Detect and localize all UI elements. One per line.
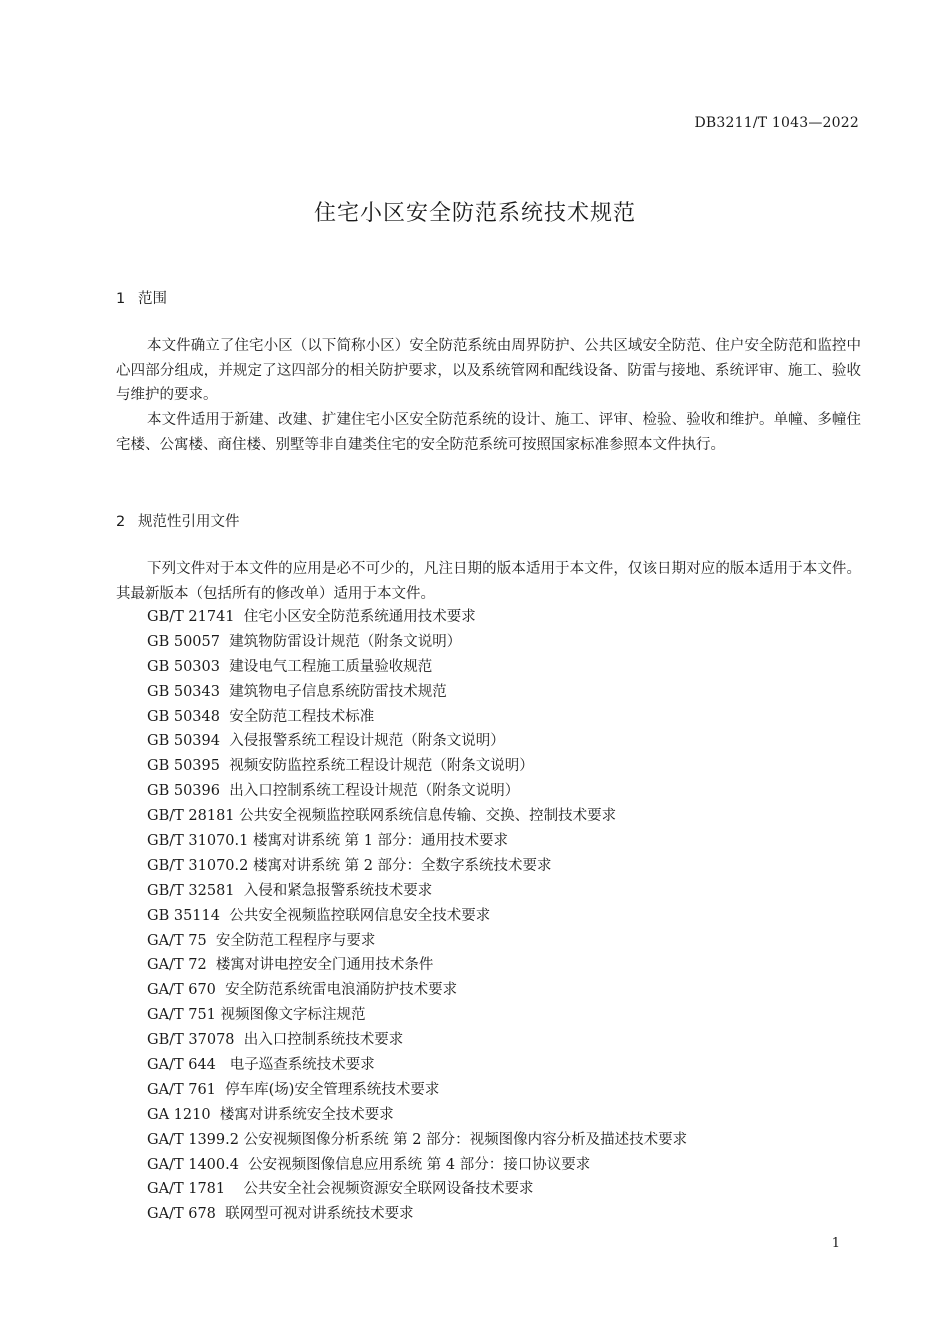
- page-number: 1: [831, 1236, 840, 1251]
- reference-item: GB/T 28181 公共安全视频监控联网系统信息传输、交换、控制技术要求: [147, 808, 617, 825]
- section-title: 规范性引用文件: [138, 514, 240, 530]
- document-title: 住宅小区安全防范系统技术规范: [313, 201, 636, 226]
- document-code: DB3211/T 1043—2022: [694, 115, 859, 131]
- reference-item: GB/T 21741 住宅小区安全防范系统通用技术要求: [147, 609, 476, 625]
- reference-item: GB/T 31070.1 楼寓对讲系统 第 1 部分：通用技术要求: [147, 833, 509, 850]
- reference-item: GA/T 1399.2 公安视频图像分析系统 第 2 部分：视频图像内容分析及描述技术要求: [147, 1131, 688, 1148]
- reference-item: GA/T 72 楼寓对讲电控安全门通用技术条件: [147, 957, 434, 974]
- reference-item: GB 50343 建筑物电子信息系统防雷技术规范: [147, 683, 447, 700]
- reference-item: GA/T 678 联网型可视对讲系统技术要求: [147, 1206, 414, 1223]
- reference-item: GB/T 37078 出入口控制系统技术要求: [147, 1032, 404, 1049]
- section-number: 1: [116, 291, 126, 307]
- reference-item: GB 50348 安全防范工程技术标准: [147, 708, 375, 725]
- section-title: 范围: [138, 291, 167, 307]
- reference-item: GA/T 644 电子巡查系统技术要求: [147, 1057, 375, 1074]
- scope-paragraph-1: 本文件确立了住宅小区（以下简称小区）安全防范系统由周界防护、公共区域安全防范、住户安全防范和监控中心四部分组成，并规定了这四部分的相关防护要求，以及系统管网和配线设备、防雷与接地、系统评审、施工、验收与维护的要求。: [116, 338, 861, 403]
- reference-item: GB 50057 建筑物防雷设计规范（附条文说明）: [147, 633, 462, 650]
- reference-item: GA/T 761 停车库(场)安全管理系统技术要求: [147, 1081, 440, 1098]
- reference-item: GB/T 31070.2 楼寓对讲系统 第 2 部分：全数字系统技术要求: [147, 857, 552, 874]
- section-number: 2: [116, 514, 126, 530]
- section-heading-normative-references: [116, 510, 240, 531]
- reference-item: GA/T 1781 公共安全社会视频资源安全联网设备技术要求: [147, 1181, 534, 1198]
- section-heading-scope: [116, 287, 167, 308]
- reference-item: GB 50394 入侵报警系统工程设计规范（附条文说明）: [147, 733, 505, 750]
- reference-item: GB 50303 建设电气工程施工质量验收规范: [147, 658, 433, 675]
- reference-item: GA 1210 楼寓对讲系统安全技术要求: [147, 1106, 394, 1123]
- reference-item: GA/T 75 安全防范工程程序与要求: [147, 932, 376, 949]
- reference-item: GB 50396 出入口控制系统工程设计规范（附条文说明）: [147, 783, 520, 800]
- reference-item: GB/T 32581 入侵和紧急报警系统技术要求: [147, 882, 433, 899]
- reference-item: GB 50395 视频安防监控系统工程设计规范（附条文说明）: [147, 758, 534, 775]
- reference-item: GA/T 751 视频图像文字标注规范: [147, 1007, 366, 1024]
- reference-item: GA/T 670 安全防范系统雷电浪涌防护技术要求: [147, 982, 458, 999]
- scope-paragraph-2: 本文件适用于新建、改建、扩建住宅小区安全防范系统的设计、施工、评审、检验、验收和维护。单幢、多幢住宅楼、公寓楼、商住楼、别墅等非自建类住宅的安全防范系统可按照国家标准参照本文件执行。: [116, 412, 861, 453]
- reference-list: [147, 605, 687, 1227]
- references-intro-paragraph: 下列文件对于本文件的应用是必不可少的，凡注日期的版本适用于本文件，仅该日期对应的版本适用于本文件。其最新版本（包括所有的修改单）适用于本文件。: [116, 561, 861, 602]
- reference-item: GB 35114 公共安全视频监控联网信息安全技术要求: [147, 907, 491, 924]
- reference-item: GA/T 1400.4 公安视频图像信息应用系统 第 4 部分：接口协议要求: [147, 1156, 591, 1173]
